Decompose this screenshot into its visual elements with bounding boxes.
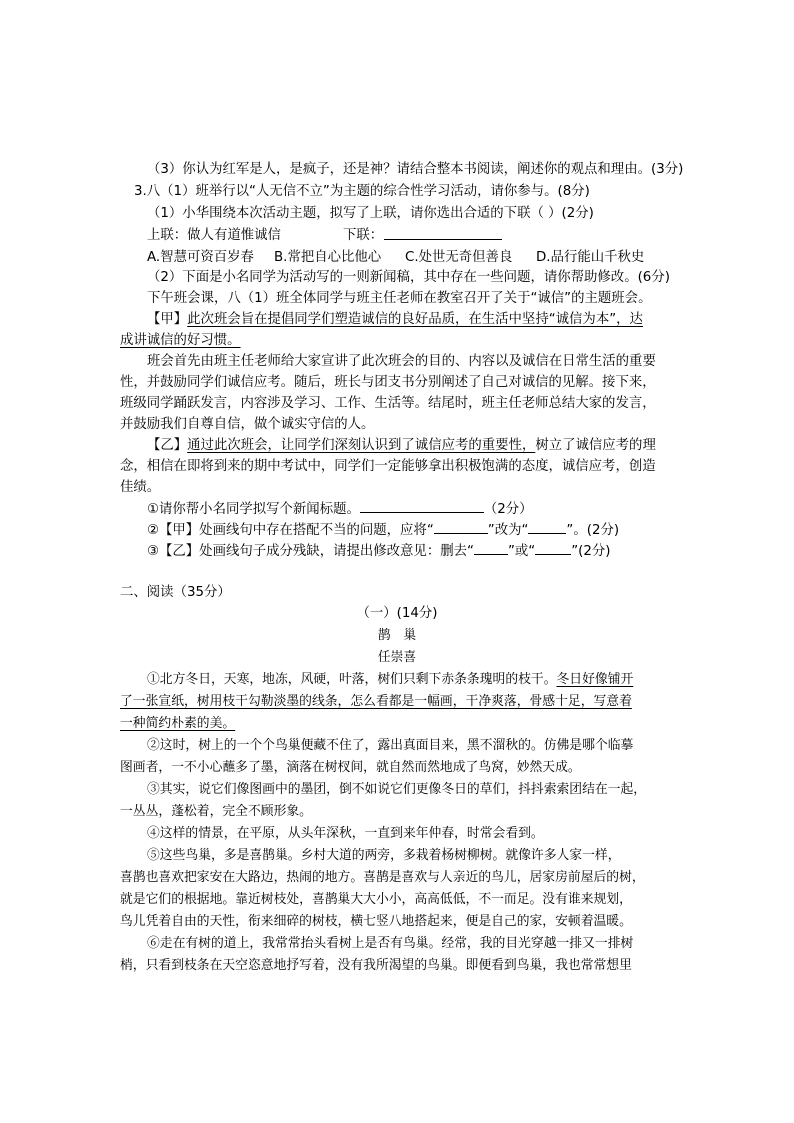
news-para-1: 下午班会课，八（1）班全体同学与班主任老师在教室召开了关于“诚信”的主题班会。 (147, 291, 652, 306)
task-1-blank[interactable] (360, 499, 484, 513)
sub-question-1: （1）小华围绕本次活动主题，拟写了上联，请你选出合适的下联（ ）(2分) (147, 206, 594, 221)
article-p2-line-2: 图画者，一不小心蘸多了墨，滴落在树杈间，就自然而然地成了鸟窝，妙然天成。 (120, 760, 581, 775)
article-author: 任崇喜 (377, 650, 417, 665)
question-3-title: 3.八（1）班举行以“人无信不立”为主题的综合性学习活动，请你参与。(8分) (134, 184, 590, 199)
q3-item3: （3）你认为红军是人，是疯子，还是神？请结合整本书阅读，阐述你的观点和理由。(3分) (147, 162, 684, 177)
task-3-prefix: ③【乙】处画线句子成分残缺，请提出修改意见：删去“ (147, 544, 474, 559)
article-p5-line-2: 喜鹊也喜欢把家安在大路边，热闹的地方。喜鹊是喜欢与人亲近的鸟儿，居家房前屋后的树， (120, 870, 645, 885)
article-p4: ④这样的情景，在平原，从头年深秋，一直到来年仲春，时常会看到。 (147, 826, 544, 841)
couplet-upper: 上联：做人有道惟诚信 (147, 228, 281, 243)
option-b[interactable]: B.常把自心比他心 (274, 250, 382, 265)
article-p1-line-3: 一种简约朴素的美。 (120, 716, 236, 731)
task-3-blank-1[interactable] (474, 541, 508, 555)
task-2-blank-2[interactable] (528, 520, 566, 534)
news-para-3-line-4: 并鼓励我们自尊自信，做个诚实守信的人。 (120, 417, 375, 432)
article-p2-line-1: ②这时，树上的一个个鸟巢便藏不住了，露出真面目来，黑不溜秋的。仿佛是哪个临摹 (147, 738, 634, 753)
task-2-prefix: ②【甲】处画线句中存在搭配不当的问题，应将“ (147, 523, 434, 538)
task-3-mid: ”或“ (507, 544, 536, 559)
couplet-lower-blank[interactable] (384, 226, 502, 247)
article-p6-line-1: ⑥走在有树的道上，我常常抬头看树上是否有鸟巢。经常，我的目光穿越一排又一排树 (147, 936, 634, 951)
news-yi-line-1 (147, 436, 656, 456)
article-p1-line-2: 了一张宣纸，树用枝干勾勒淡墨的线条，怎么看都是一幅画，干净爽落，骨感十足，写意着 (120, 694, 632, 709)
news-para-3-line-3: 班级同学踊跃发言，内容涉及学习、工作、生活等。结尾时，班主任老师总结大家的发言， (120, 396, 656, 411)
yi-underlined-sentence: 通过此次班会，让同学们深刻认识到了诚信应考的重要性， (187, 438, 536, 453)
couplet-lower-label: 下联： (343, 228, 384, 243)
sub-question-2: （2）下面是小名同学为活动写的一则新闻稿，其中存在一些问题，请你帮助修改。(6分) (147, 270, 670, 285)
task-1-text: ①请你帮小名同学拟写个新闻标题。 (147, 502, 360, 517)
jia-marker: 【甲】 (147, 312, 188, 327)
yi-rest: 树立了诚信应考的理 (535, 438, 656, 453)
section-heading-reading: 二、阅读（35分） (120, 585, 231, 600)
article-p5-line-1: ⑤这些鸟巢，多是喜鹊巢。乡村大道的两旁，多栽着杨树柳树。就像许多人家一样， (147, 848, 621, 863)
news-para-4-line-2: 念，相信在即将到来的期中考试中，同学们一定能够拿出积极饱满的态度，诚信应考，创造 (120, 459, 656, 474)
task-3 (147, 541, 611, 562)
yi-marker: 【乙】 (147, 438, 188, 453)
task-2-end: ”。(2分) (566, 523, 620, 538)
task-2-mid: ”改为“ (487, 523, 529, 538)
article-title: 鹊 巢 (377, 628, 417, 643)
news-para-4-line-3: 佳绩。 (120, 480, 161, 495)
news-jia-line-2: 成讲诚信的好习惯。 (120, 333, 241, 348)
article-p3-line-2: 一丛丛，蓬松着，完全不顾形象。 (120, 804, 312, 819)
task-3-end: ”(2分) (571, 544, 611, 559)
article-p6-line-2: 梢，只看到枝条在天空恣意地抒写着，没有我所渴望的鸟巢。即便看到鸟巢，我也常常想里 (120, 958, 632, 973)
article-p3-line-1: ③其实，说它们像图画中的墨团，倒不如说它们更像冬日的草们，抖抖索索团结在一起， (147, 782, 647, 797)
p1-text: ①北方冬日，天寒，地冻，风硬，叶落，树们只剩下赤条条瑰明的枝干。 (147, 672, 557, 687)
news-jia-line-1 (147, 310, 643, 330)
article-p5-line-3: 就是它们的根据地。靠近树枝处，喜鹊巢大大小小，高高低低，不一而足。没有谁来规划， (120, 892, 632, 907)
news-para-3-line-2: 性，并鼓励同学们诚信应考。随后，班长与团支书分别阐述了自己对诚信的见解。接下来， (120, 375, 656, 390)
article-p5-line-4: 鸟儿凭着自由的天性，衔来细碎的树枝，横七竖八地搭起来，便是自己的家，安顿着温暖。 (120, 914, 632, 929)
option-c[interactable]: C.处世无奇但善良 (405, 250, 513, 265)
article-p1-line-1 (147, 670, 633, 690)
task-1 (147, 499, 533, 520)
task-1-score: （2分） (483, 502, 533, 517)
news-para-3-line-1: 班会首先由班主任老师给大家宣讲了此次班会的目的、内容以及诚信在日常生活的重要 (147, 354, 656, 369)
task-2-blank-1[interactable] (434, 520, 488, 534)
option-d[interactable]: D.品行能山千秋史 (536, 250, 645, 265)
subsection-heading: （一）(14分) (356, 606, 438, 621)
task-2 (147, 520, 619, 541)
task-3-blank-2[interactable] (535, 541, 571, 555)
jia-underlined-sentence: 此次班会旨在提倡同学们塑造诚信的良好品质，在生活中坚持“诚信为本”，达 (187, 312, 643, 327)
option-a[interactable]: A.智慧可资百岁春 (147, 250, 254, 265)
p1-underlined-start: 冬日好像铺开 (556, 672, 634, 687)
